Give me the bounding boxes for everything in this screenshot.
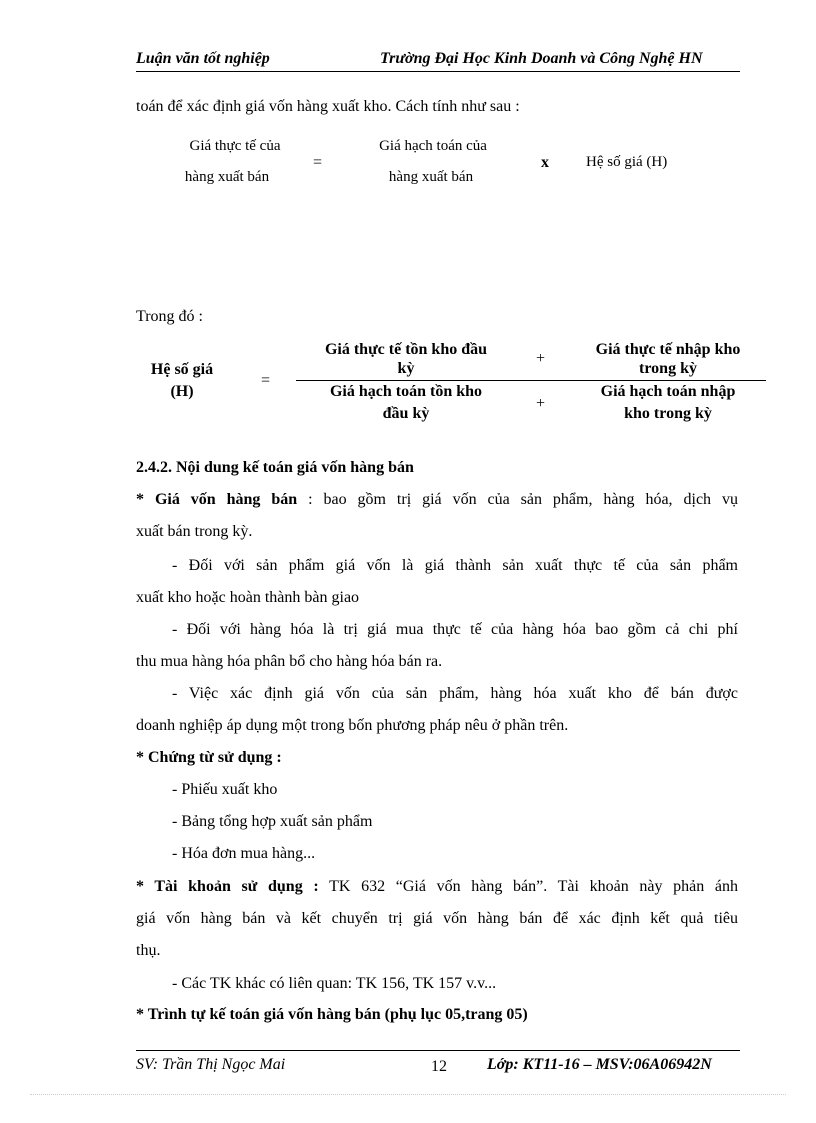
where-label: Trong đó : xyxy=(136,308,203,325)
p1-bold: * Giá vốn hàng bán xyxy=(136,491,298,508)
f2-plus-denominator: + xyxy=(536,395,546,412)
acct-line1 xyxy=(136,871,738,903)
f2-den-a-line2: đầu kỳ xyxy=(382,405,430,422)
intro-line: toán để xác định giá vốn hàng xuất kho. Cách tính như sau : xyxy=(136,98,520,115)
p3-line2: thu mua hàng hóa phân bổ cho hàng hóa bán ra. xyxy=(136,653,443,670)
procedure-line: * Trình tự kế toán giá vốn hàng bán (phụ lục 05,trang 05) xyxy=(136,1006,528,1023)
p3-line1: - Đối với hàng hóa là trị giá mua thực tế của hàng hóa bao gồm cả chi phí xyxy=(172,621,738,638)
header-rule xyxy=(136,71,740,72)
p2-line1: - Đối với sản phẩm giá vốn là giá thành sản xuất thực tế của sản phẩm xyxy=(172,557,738,574)
f2-equals: = xyxy=(261,372,271,389)
p1-line1 xyxy=(136,484,738,516)
f2-lhs-line1: Hệ số giá xyxy=(150,361,214,378)
header-left: Luận văn tốt nghiệp xyxy=(136,50,270,67)
f1-rhs: Hệ số giá (H) xyxy=(586,154,668,170)
header-right: Trường Đại Học Kinh Doanh và Công Nghệ HN xyxy=(380,50,703,67)
p1-rest: : bao gồm trị giá vốn của sản phẩm, hàng hóa, dịch vụ xyxy=(297,491,738,508)
p1-line2: xuất bán trong kỳ. xyxy=(136,523,253,540)
acct-bold: * Tài khoản sử dụng : xyxy=(136,878,319,895)
p4-line2: doanh nghiệp áp dụng một trong bốn phương pháp nêu ở phần trên. xyxy=(136,717,569,734)
page-edge xyxy=(30,1094,786,1095)
acct-line3: thụ. xyxy=(136,942,161,959)
f2-den-b-line1: Giá hạch toán nhập xyxy=(600,383,736,400)
acct-line2: giá vốn hàng bán và kết chuyển trị giá vốn hàng bán để xác định kết quả tiêu xyxy=(136,910,738,927)
f2-den-a-line1: Giá hạch toán tồn kho xyxy=(329,383,483,400)
f2-plus-numerator: + xyxy=(536,350,546,367)
f2-num-b-line1: Giá thực tế nhập kho xyxy=(595,341,741,358)
f2-num-a-line2: kỳ xyxy=(397,360,415,377)
docs-item-2: - Bảng tổng hợp xuất sản phẩm xyxy=(172,813,373,830)
f1-equals: = xyxy=(313,154,323,171)
footer-class-info: Lớp: KT11-16 – MSV:06A06942N xyxy=(487,1056,712,1073)
docs-title: * Chứng từ sử dụng : xyxy=(136,749,282,766)
footer-rule xyxy=(136,1050,740,1051)
f1-mid-line2: hàng xuất bán xyxy=(388,169,474,185)
p4-line1: - Việc xác định giá vốn của sản phẩm, hàng hóa xuất kho để bán được xyxy=(172,685,738,702)
fraction-bar xyxy=(296,380,766,381)
footer-student: SV: Trần Thị Ngọc Mai xyxy=(136,1056,286,1073)
f2-lhs-line2: (H) xyxy=(170,383,194,400)
f1-lhs-line2: hàng xuất bán xyxy=(184,169,270,185)
p2-line2: xuất kho hoặc hoàn thành bàn giao xyxy=(136,589,360,606)
f1-times: x xyxy=(541,154,549,171)
f1-lhs-line1: Giá thực tế của xyxy=(189,138,281,154)
page-number: 12 xyxy=(431,1058,447,1075)
section-title: 2.4.2. Nội dung kế toán giá vốn hàng bán xyxy=(136,459,414,476)
f1-mid-line1: Giá hạch toán của xyxy=(379,138,487,154)
docs-item-1: - Phiếu xuất kho xyxy=(172,781,278,798)
acct-line4: - Các TK khác có liên quan: TK 156, TK 157 v.v... xyxy=(172,975,497,992)
f2-num-b-line2: trong kỳ xyxy=(639,360,697,377)
docs-item-3: - Hóa đơn mua hàng... xyxy=(172,845,316,862)
acct-rest: TK 632 “Giá vốn hàng bán”. Tài khoản này phản ánh xyxy=(318,878,739,895)
f2-den-b-line2: kho trong kỳ xyxy=(624,405,712,422)
f2-num-a-line1: Giá thực tế tồn kho đầu xyxy=(324,341,488,358)
